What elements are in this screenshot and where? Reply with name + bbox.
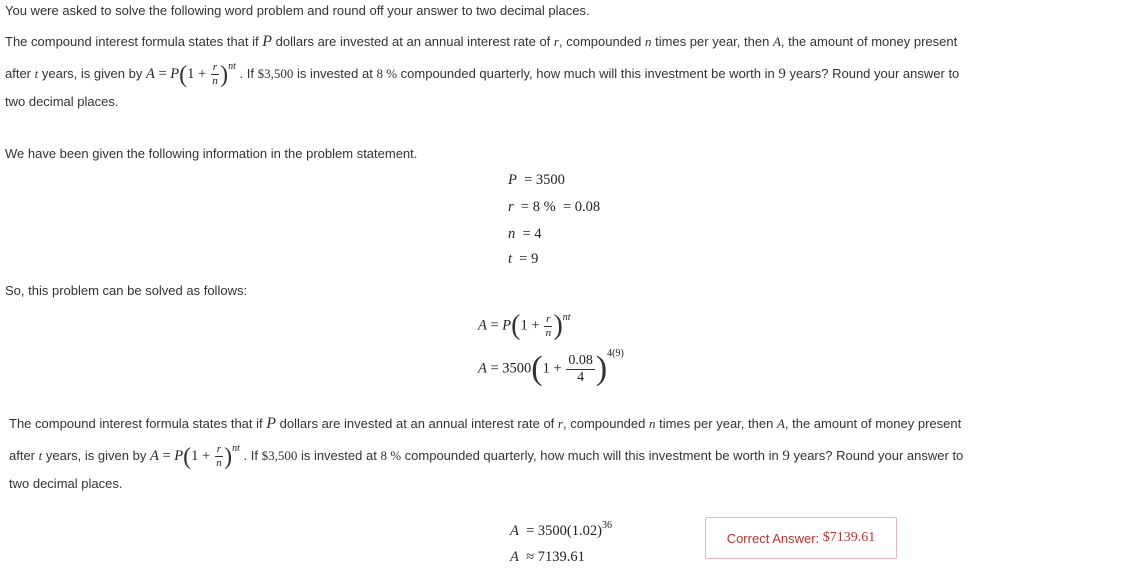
solution-step-4: A ≈ 7139.61 bbox=[510, 549, 585, 565]
compound-formula-repeat: A = P(1 + $\frac{r}{n}$ )$^{nt}$ bbox=[149, 442, 240, 470]
given-row-r: r = 8 % = 0.08 bbox=[508, 199, 601, 215]
given-row-n: n = 4 bbox=[508, 226, 542, 242]
problem-line-2: after t years, is given by A = P(1 + $\frac{r}{n}$ )$^{nt}$ . If $3,500 is invested at 8 % compounded quarterly, how much will this investment be worth in 9 years? Round your answer to bbox=[5, 60, 960, 88]
solution-step-1: A = P(1 + $\frac{r}{n}$ )$^{nt}$ bbox=[478, 310, 571, 341]
given-row-t: t = 9 bbox=[508, 251, 539, 267]
problem-repeat-line-2: after t years, is given by A = P(1 + $\frac{r}{n}$ )$^{nt}$ . If $3,500 is invested at 8 % compounded quarterly, how much will this investment be worth in 9 years? Round your answer to bbox=[9, 442, 964, 470]
problem-repeat-line-3: two decimal places. bbox=[9, 476, 123, 491]
problem-repeat-line-1: The compound interest formula states that if P dollars are invested at an annual interest rate of r, compounded n times per year, then A, the amount of money present bbox=[9, 415, 962, 432]
given-label: We have been given the following information in the problem statement. bbox=[5, 146, 418, 161]
correct-answer-box bbox=[705, 517, 897, 559]
given-row-P: P = 3500 bbox=[508, 172, 565, 188]
solve-label: So, this problem can be solved as follows: bbox=[5, 283, 248, 298]
problem-line-1: The compound interest formula states that if P dollars are invested at an annual interest rate of r, compounded n times per year, then A, the amount of money present bbox=[5, 33, 958, 50]
correct-answer-label: Correct Answer: bbox=[726, 530, 820, 546]
intro-text: You were asked to solve the following word problem and round off your answer to two decimal places. bbox=[5, 3, 590, 18]
correct-answer-value: $7139.61 bbox=[822, 530, 876, 545]
compound-formula: A = P(1 + $\frac{r}{n}$ )$^{nt}$ bbox=[145, 60, 236, 88]
solution-step-3: $A = 3500(1.02)^{36}$ bbox=[510, 520, 612, 539]
problem-line-3: two decimal places. bbox=[5, 94, 119, 109]
solution-step-2: A = 3500(1 + $\frac{0.08}{4}$ )$^{4(9)}$ bbox=[478, 348, 624, 387]
